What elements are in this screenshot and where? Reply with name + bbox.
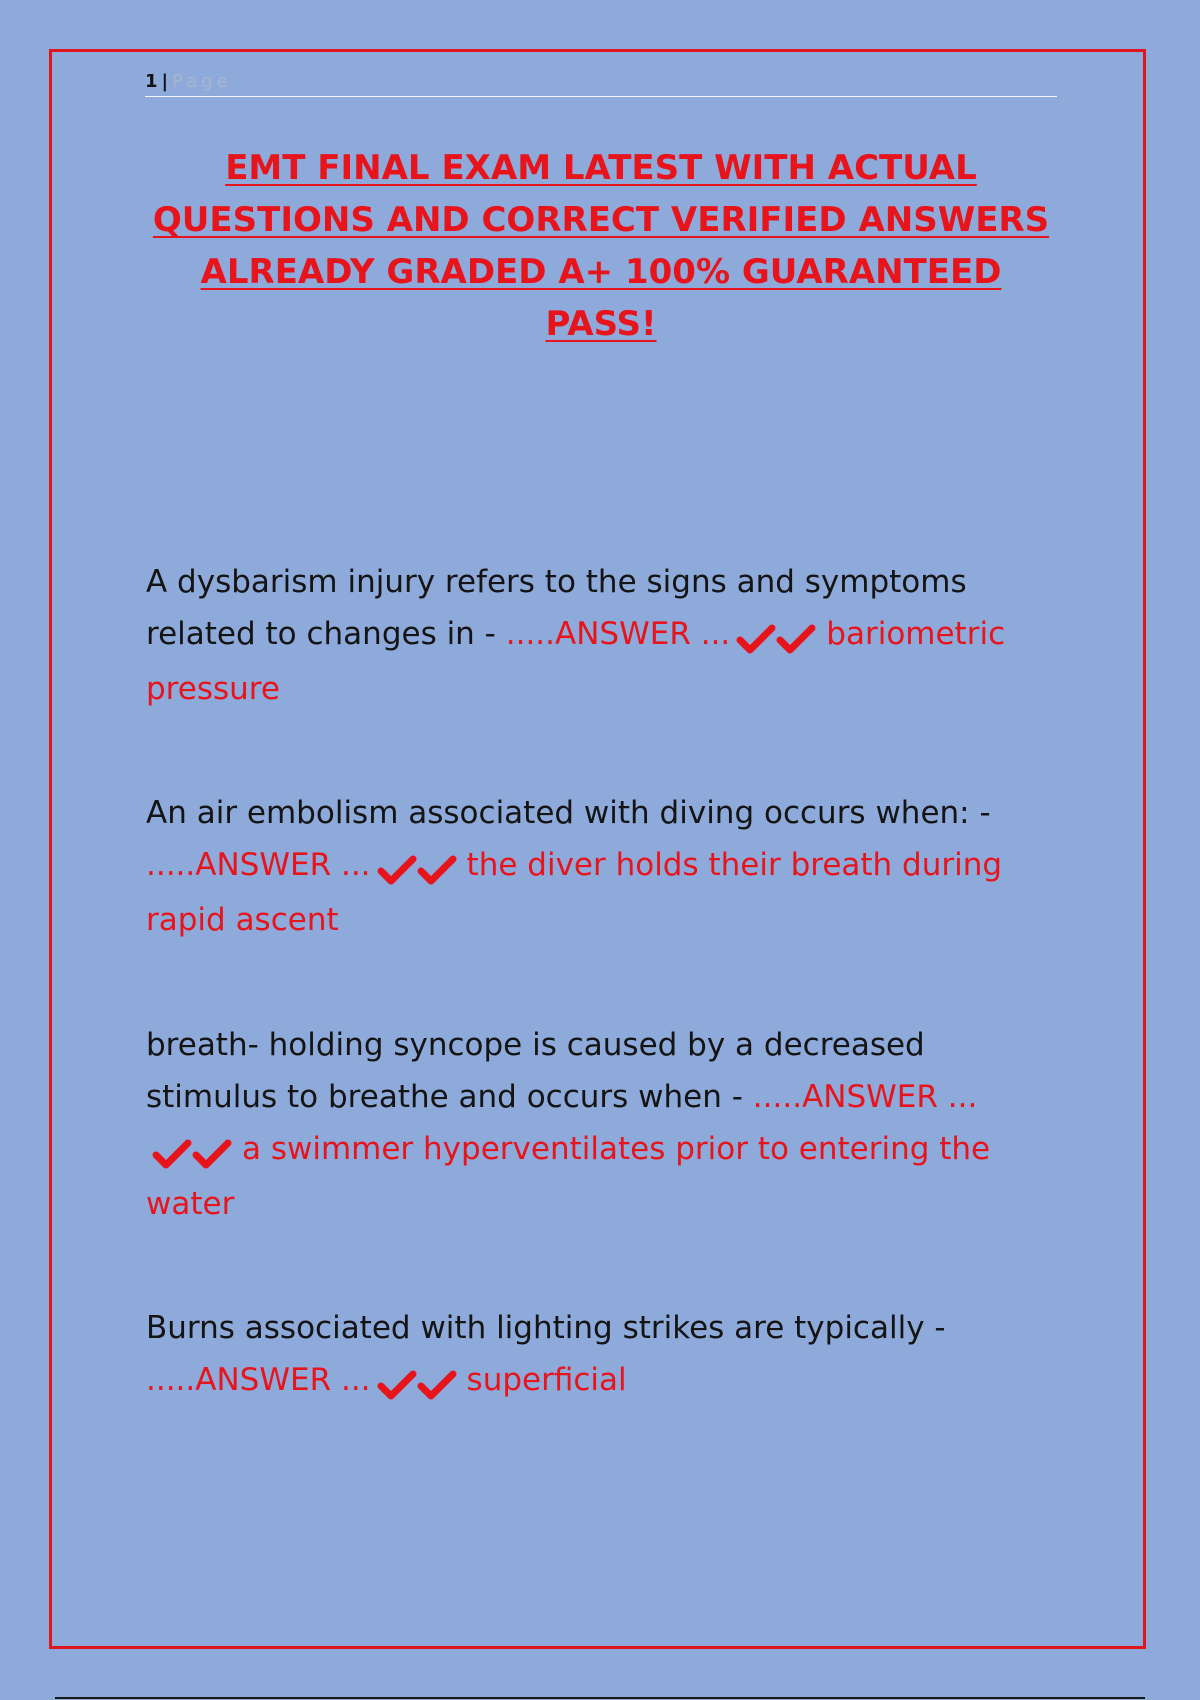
check-mark-icon (736, 624, 776, 654)
document-title: EMT FINAL EXAM LATEST WITH ACTUAL QUESTIONS AND CORRECT VERIFIED ANSWERS ALREADY GRADED A+ 100% GUARANTEED PASS! (152, 148, 1050, 344)
qa-item (146, 787, 1058, 946)
question-text: breath- holding syncope is caused by a decreased stimulus to breathe and occurs when - (146, 1027, 925, 1115)
answer-label: .....ANSWER ... (146, 847, 371, 883)
check-mark-icon (192, 1139, 232, 1169)
check-marks (377, 842, 457, 894)
answer-text: superficial (466, 1362, 627, 1398)
check-mark-icon (417, 1370, 457, 1400)
page-header (145, 70, 1057, 97)
answer-text: bariometric pressure (146, 616, 1006, 707)
qa-item (146, 1302, 1058, 1409)
check-marks (377, 1357, 457, 1409)
question-text: An air embolism associated with diving occurs when: - (146, 795, 991, 831)
answer-label: .....ANSWER ... (146, 1362, 371, 1398)
answer-label: .....ANSWER ... (505, 616, 731, 652)
question-text: A dysbarism injury refers to the signs and symptoms related to changes in - (146, 564, 967, 652)
qa-item (146, 1019, 1058, 1230)
page-label: Page (172, 71, 232, 92)
page-number: 1 (145, 71, 158, 92)
page-separator: | (161, 71, 169, 92)
check-mark-icon (417, 855, 457, 885)
answer-text: a swimmer hyperventilates prior to entering the water (146, 1131, 991, 1222)
answer-label: .....ANSWER ... (752, 1079, 978, 1115)
check-marks (736, 611, 816, 663)
bottom-rule (55, 1697, 1145, 1699)
check-mark-icon (152, 1139, 192, 1169)
qa-item (146, 556, 1058, 715)
check-mark-icon (377, 1370, 417, 1400)
answer-text: the diver holds their breath during rapid ascent (146, 847, 1003, 938)
check-mark-icon (377, 855, 417, 885)
question-text: Burns associated with lighting strikes are typically - (146, 1310, 946, 1346)
check-marks (152, 1126, 232, 1178)
check-mark-icon (776, 624, 816, 654)
